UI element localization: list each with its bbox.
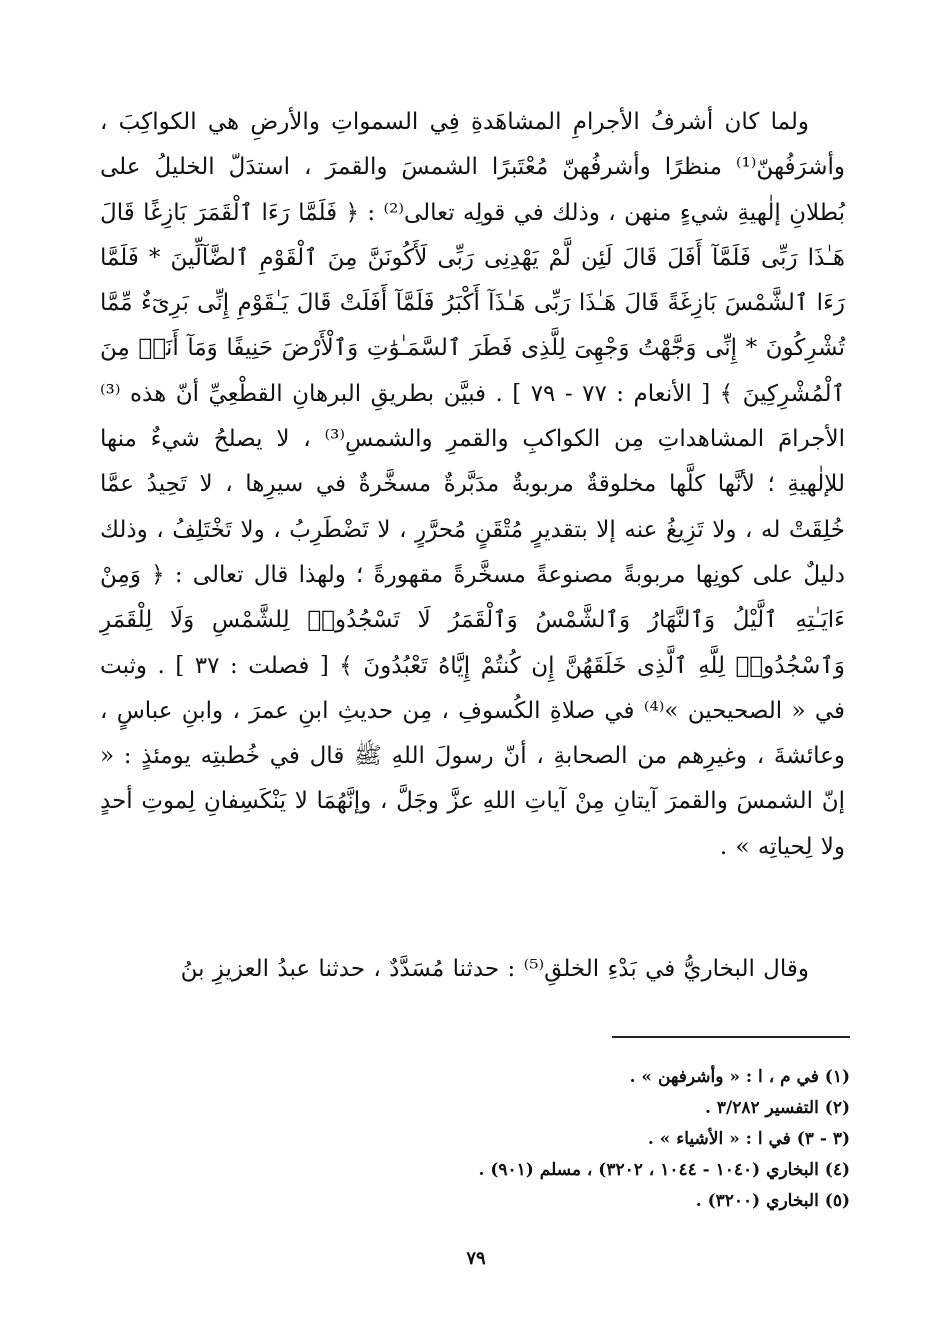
footnote-5: (٥) البخاري (٣٢٠٠) . [695,1191,850,1211]
footnote-2: (٢) التفسير ٣/٢٨٢ . [705,1098,850,1118]
second-paragraph: وقال البخاريُّ في بَدْءِ الخلقِ⁽⁵⁾ : حدثنا مُسَدَّدٌ ، حدثنا عبدُ العزيزِ بنُ [180,956,809,982]
footnote-1: (١) في م ، ا : « وأشرفهن » . [629,1067,850,1087]
footnotes [300,1062,850,1217]
footnote-4: (٤) البخاري (١٠٤٠ - ١٠٤٤ ، ٣٢٠٢) ، مسلم (٩٠١) . [478,1160,850,1180]
main-paragraph: ولما كان أشرفُ الأجرامِ المشاهَدةِ فِي السمواتِ والأرضِ هي الكواكِبَ ، وأشرَفُهنّ⁽¹⁾ منظرًا وأشرفُهنّ مُعْتَبرًا الشمسَ والقمرَ ، استدَلّ الخليلُ على بُطلانِ إلٰهيةِ شيءٍ منهن ، وذلك في قولِه تعالى⁽²⁾ : ﴿ فَلَمَّا رَءَا ٱلْقَمَرَ بَازِغًا قَالَ هَـٰذَا رَبِّى فَلَمَّآ أَفَلَ قَالَ لَئِن لَّمْ يَهْدِنِى رَبِّى لَأَكُونَنَّ مِنَ ٱلْقَوْمِ ٱلضَّآلِّينَ * فَلَمَّا رَءَا ٱلشَّمْسَ بَازِغَةً قَالَ هَـٰذَا رَبِّى هَـٰذَآ أَكْبَرُ فَلَمَّآ أَفَلَتْ قَالَ يَـٰقَوْمِ إِنِّى بَرِىٓءٌ مِّمَّا تُشْرِكُونَ * إِنِّى وَجَّهْتُ وَجْهِىَ لِلَّذِى فَطَرَ ٱلسَّمَـٰوَٰتِ وَٱلْأَرْضَ حَنِيفًا وَمَآ أَنَا۠ مِنَ ٱلْمُشْرِكِينَ ﴾ [ الأنعام : ٧٧ - ٧٩ ] . فبيَّن بطريقِ البرهانِ القطْعِيِّ أنّ هذه ⁽³⁾الأجرامَ المشاهداتِ مِن الكواكبِ والقمرِ والشمسِ⁽³⁾ ، لا يصلحُ شيءٌ منها للإلٰهيةِ ؛ لأنَّها كلَّها مخلوقةٌ مربوبةٌ مدَبَّرةٌ مسخَّرةٌ في سيرِها ، لا تَحِيدُ عمَّا خُلِقَتْ له ، ولا تَزِيغُ عنه إلا بتقديرٍ مُتْقَنٍ مُحرَّرٍ ، لا تَضْطَرِبُ ، ولا تَخْتَلِفُ ، وذلك دليلٌ على كونِها مربوبةً مصنوعةً مسخَّرةً مقهورةً ؛ ولهذا قال تعالى : ﴿ وَمِنْ ءَايَـٰتِهِ ٱلَّيْلُ وَٱلنَّهَارُ وَٱلشَّمْسُ وَٱلْقَمَرُ لَا تَسْجُدُوا۟ لِلشَّمْسِ وَلَا لِلْقَمَرِ وَٱسْجُدُوا۟ لِلَّهِ ٱلَّذِى خَلَقَهُنَّ إِن كُنتُمْ إِيَّاهُ تَعْبُدُونَ ﴾ [ فصلت : ٣٧ ] . وثبت في « الصحيحين »⁽⁴⁾ في صلاةِ الكُسوفِ ، مِن حديثِ ابنِ عمرَ ، وابنِ عباسٍ ، وعائشةَ ، وغيرِهم من الصحابةِ ، أنّ رسولَ اللهِ ﷺ قال في خُطبتِه يومئذٍ : « إنّ الشمسَ والقمرَ آيتانِ مِنْ آياتِ اللهِ عزَّ وجَلَّ ، وإنَّهُمَا لا يَنْكَسِفانِ لِموتِ أحدٍ ولا لِحياتِه » . [100,109,845,860]
page-number: ٧٩ [466,1248,486,1269]
footnote-3: (٣ - ٣) في ا : « الأشياء » . [647,1129,850,1149]
footnote-separator [612,1036,850,1038]
